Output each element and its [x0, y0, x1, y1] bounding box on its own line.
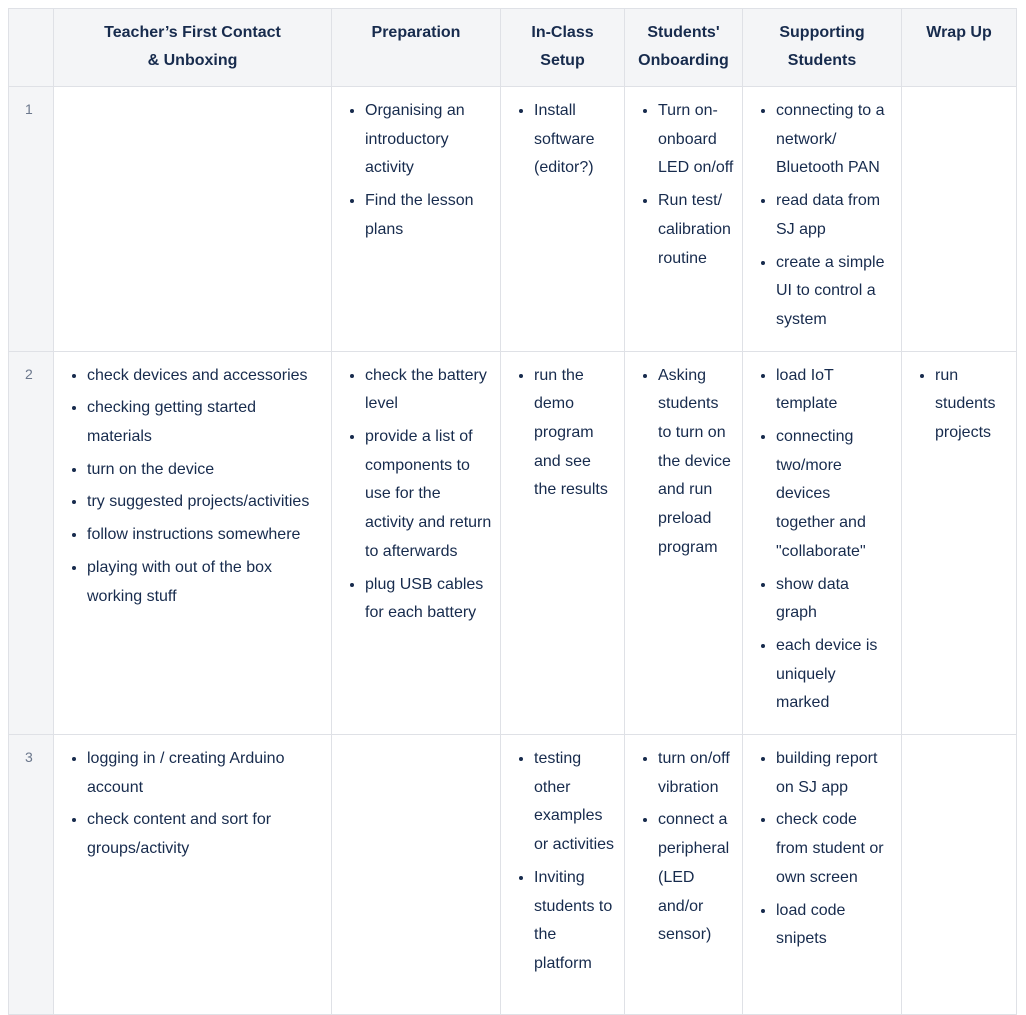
list-item: • check the battery level [365, 362, 492, 419]
list-item: • Install software (editor?) [534, 97, 616, 183]
cell-students-onboarding [625, 735, 743, 1015]
bullet-list [62, 362, 323, 612]
list-item: • building report on SJ app [776, 745, 893, 802]
header-line: Supporting [779, 24, 865, 41]
list-item: • check devices and accessories [87, 362, 323, 391]
list-item: • check code from student or own screen [776, 806, 893, 892]
header-line: Wrap Up [926, 24, 992, 41]
cell-in-class-setup [501, 735, 625, 1015]
list-item: • plug USB cables for each battery [365, 571, 492, 628]
cell-in-class-setup [501, 351, 625, 734]
list-item: • connecting two/more devices together and "collaborate" [776, 423, 893, 567]
bullet-list [340, 97, 492, 245]
header-line: Students [787, 52, 857, 69]
table-row [9, 87, 1017, 352]
list-item: • show data graph [776, 571, 893, 628]
table-row [9, 351, 1017, 734]
bullet-list [62, 745, 323, 864]
header-line: Onboarding [638, 52, 729, 69]
column-header-preparation [332, 9, 501, 87]
list-item: • read data from SJ app [776, 187, 893, 244]
column-header-in-class-setup [501, 9, 625, 87]
row-number: 2 [9, 351, 54, 734]
list-item: • turn on the device [87, 456, 323, 485]
cell-supporting-students [743, 735, 902, 1015]
list-item: • Organising an introductory activity [365, 97, 492, 183]
list-item: • connect a peripheral (LED and/or sensor) [658, 806, 734, 950]
list-item: • provide a list of components to use for the activity and return to afterwards [365, 423, 492, 567]
list-item: • load code snipets [776, 897, 893, 954]
list-item: • checking getting started materials [87, 394, 323, 451]
list-item: • Find the lesson plans [365, 187, 492, 244]
cell-preparation [332, 87, 501, 352]
bullet-list [633, 97, 734, 273]
bullet-list [751, 745, 893, 954]
header-line: Setup [540, 52, 585, 69]
list-item: • playing with out of the box working stuff [87, 554, 323, 611]
bullet-list [509, 745, 616, 979]
list-item: • turn on/off vibration [658, 745, 734, 802]
list-item: • load IoT template [776, 362, 893, 419]
cell-wrap-up [902, 735, 1017, 1015]
list-item: • Inviting students to the platform [534, 864, 616, 979]
cell-first-contact [54, 351, 332, 734]
cell-students-onboarding [625, 87, 743, 352]
list-item: • logging in / creating Arduino account [87, 745, 323, 802]
header-line: Preparation [371, 24, 461, 41]
cell-in-class-setup [501, 87, 625, 352]
list-item: • Turn on-onboard LED on/off [658, 97, 734, 183]
column-header-students-onboarding [625, 9, 743, 87]
cell-wrap-up [902, 351, 1017, 734]
list-item: • each device is uniquely marked [776, 632, 893, 718]
row-number: 1 [9, 87, 54, 352]
list-item: • run students projects [935, 362, 1008, 448]
list-item: • testing other examples or activities [534, 745, 616, 860]
header-line: & Unboxing [147, 52, 238, 69]
bullet-list [509, 362, 616, 506]
header-row [9, 9, 1017, 87]
list-item: • create a simple UI to control a system [776, 249, 893, 335]
table-row [9, 735, 1017, 1015]
column-header-supporting-students [743, 9, 902, 87]
header-line: In-Class [531, 24, 594, 41]
column-header-first-contact [54, 9, 332, 87]
list-item: • Run test/ calibration routine [658, 187, 734, 273]
list-item: • connecting to a network/ Bluetooth PAN [776, 97, 893, 183]
cell-supporting-students [743, 87, 902, 352]
row-number-header [9, 9, 54, 87]
cell-first-contact [54, 735, 332, 1015]
list-item: • Asking students to turn on the device and run preload program [658, 362, 734, 563]
cell-preparation [332, 735, 501, 1015]
bullet-list [751, 97, 893, 335]
bullet-list [633, 362, 734, 563]
bullet-list [340, 362, 492, 628]
list-item: • try suggested projects/activities [87, 488, 323, 517]
row-number: 3 [9, 735, 54, 1015]
cell-preparation [332, 351, 501, 734]
column-header-wrap-up [902, 9, 1017, 87]
list-item: • run the demo program and see the results [534, 362, 616, 506]
header-line: Students' [647, 24, 720, 41]
list-item: • check content and sort for groups/activity [87, 806, 323, 863]
list-item: • follow instructions somewhere [87, 521, 323, 550]
cell-students-onboarding [625, 351, 743, 734]
journey-table [8, 8, 1017, 1015]
cell-first-contact [54, 87, 332, 352]
header-line: Teacher’s First Contact [104, 24, 281, 41]
bullet-list [509, 97, 616, 183]
bullet-list [751, 362, 893, 718]
cell-wrap-up [902, 87, 1017, 352]
cell-supporting-students [743, 351, 902, 734]
bullet-list [633, 745, 734, 950]
bullet-list [910, 362, 1008, 448]
